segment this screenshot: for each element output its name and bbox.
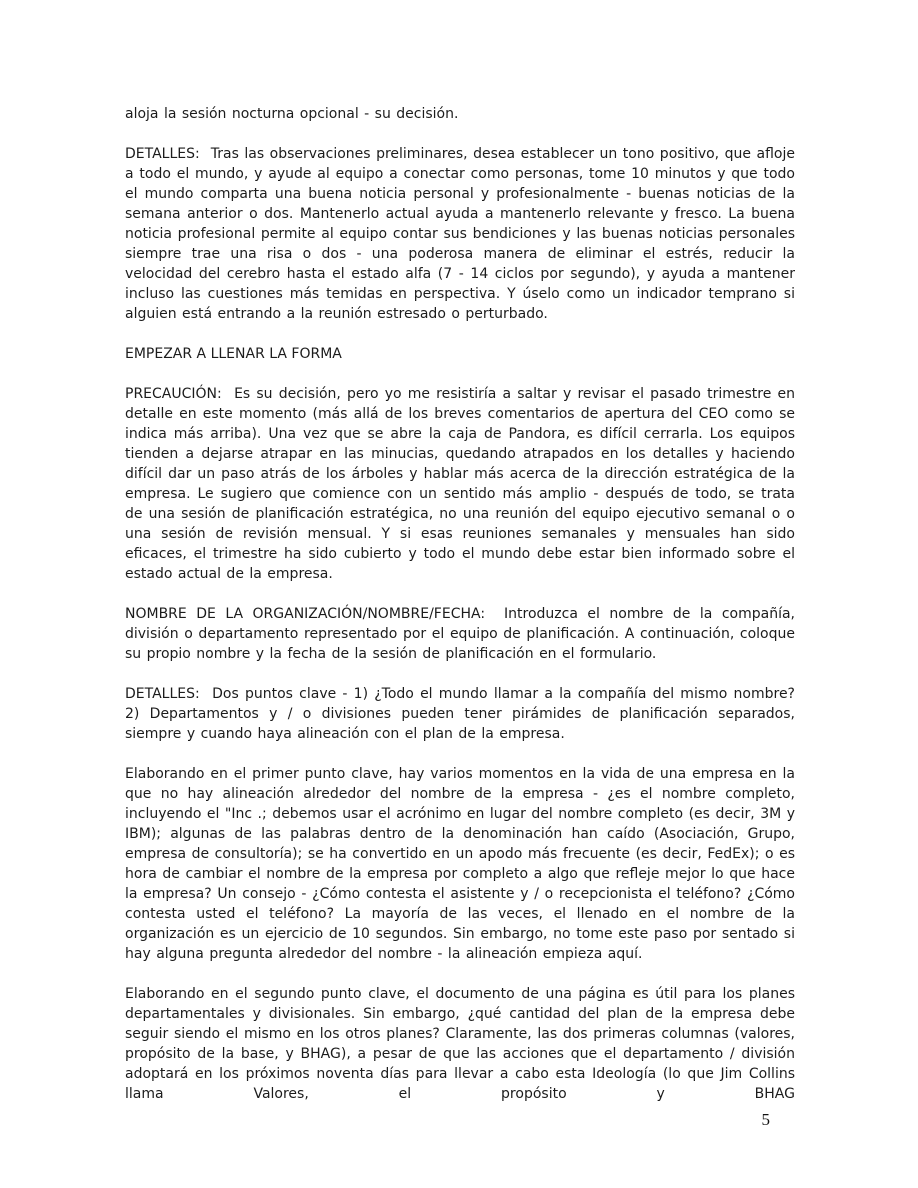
paragraph-primer-punto-clave: Elaborando en el primer punto clave, hay varios momentos en la vida de una empresa en la que no hay alineación alrededor del nombre de la empresa - ¿es el nombre completo, incluyendo el "Inc .; debemos usar el acrónimo en lugar del nombre completo (es decir, 3M y IBM); algunas de las palabras dentro de la denominación han caído (Asociación, Grupo, empresa de consultoría); se ha convertido en un apodo más frecuente (es decir, FedEx); o es hora de cambiar el nombre de la empresa por completo a algo que refleje mejor lo que hace la empresa? Un consejo - ¿Cómo contesta el asistente y / o recepcionista el teléfono? ¿Cómo contesta usted el teléfono? La mayoría de las veces, el llenado en el nombre de la organización es un ejercicio de 10 segundos. Sin embargo, no tome este paso por sentado si hay alguna pregunta alrededor del nombre - la alineación empieza aquí.	[125, 766, 801, 962]
text-block	[125, 104, 801, 1124]
paragraph-continuation: aloja la sesión nocturna opcional - su decisión.	[125, 106, 459, 122]
paragraph-detalles-puntos-clave: DETALLES: Dos puntos clave - 1) ¿Todo el mundo llamar a la compañía del mismo nombre? 2) Departamentos y / o divisiones pueden tener pirámides de planificación separados, siempre y cuando haya alineación con el plan de la empresa.	[125, 686, 801, 742]
paragraph-precaucion: PRECAUCIÓN: Es su decisión, pero yo me resistiría a saltar y revisar el pasado trimestre en detalle en este momento (más allá de los breves comentarios de apertura del CEO como se indica más arriba). Una vez que se abre la caja de Pandora, es difícil cerrarla. Los equipos tienden a dejarse atrapar en las minucias, quedando atrapados en los detalles y haciendo difícil dar un paso atrás de los árboles y hablar más acerca de la dirección estratégica de la empresa. Le sugiero que comience con un sentido más amplio - después de todo, se trata de una sesión de planificación estratégica, no una reunión del equipo ejecutivo semanal o o una sesión de revisión mensual. Y si esas reuniones semanales y mensuales han sido eficaces, el trimestre ha sido cubierto y todo el mundo debe estar bien informado sobre el estado actual de la empresa.	[125, 386, 801, 582]
paragraph-segundo-punto-clave: Elaborando en el segundo punto clave, el documento de una página es útil para los planes departamentales y divisionales. Sin embargo, ¿qué cantidad del plan de la empresa debe seguir siendo el mismo en los otros planes? Claramente, las dos primeras columnas (valores, propósito de la base, y BHAG), a pesar de que las acciones que el departamento / división adoptará en los próximos noventa días para llevar a cabo esta Ideología (lo que Jim Collins llama Valores, el propósito y BHAG	[125, 986, 801, 1102]
section-heading-empezar-a-llenar: EMPEZAR A LLENAR LA FORMA	[125, 346, 342, 362]
paragraph-nombre-organizacion: NOMBRE DE LA ORGANIZACIÓN/NOMBRE/FECHA: Introduzca el nombre de la compañía, división o departamento representado por el equipo de planificación. A continuación, coloque su propio nombre y la fecha de la sesión de planificación en el formulario.	[125, 606, 801, 662]
paragraph-detalles-buenas-noticias: DETALLES: Tras las observaciones preliminares, desea establecer un tono positivo, que afloje a todo el mundo, y ayude al equipo a conectar como personas, tome 10 minutos y que todo el mundo comparta una buena noticia personal y profesionalmente - buenas noticias de la semana anterior o dos. Mantenerlo actual ayuda a mantenerlo relevante y fresco. La buena noticia profesional permite al equipo contar sus bendiciones y las buenas noticias personales siempre trae una risa o dos - una poderosa manera de eliminar el estrés, reducir la velocidad del cerebro hasta el estado alfa (7 - 14 ciclos por segundo), y ayuda a mantener incluso las cuestiones más temidas en perspectiva. Y úselo como un indicador temprano si alguien está entrando a la reunión estresado o perturbado.	[125, 146, 801, 322]
page-number: 5	[761, 1110, 770, 1129]
